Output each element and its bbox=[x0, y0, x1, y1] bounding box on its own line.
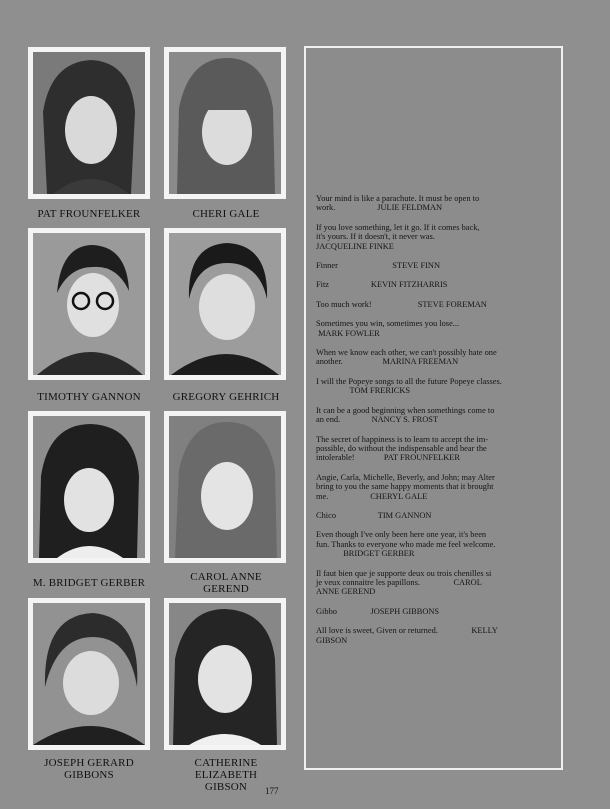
senior-quotes bbox=[316, 194, 550, 655]
quote: Il faut bien que je supporte deux ou trois chenilles si je veux connaitre les papillons. CAROL ANNE GEREND bbox=[316, 568, 492, 597]
portrait-frame bbox=[164, 411, 286, 563]
student-photo bbox=[33, 233, 145, 375]
student-photo bbox=[33, 603, 145, 745]
student-name: GREGORY GEHRICH bbox=[172, 391, 280, 403]
portrait-frame bbox=[28, 598, 150, 750]
quote: Your mind is like a parachute. It must be open to work. JULIE FELDMAN bbox=[316, 194, 480, 213]
student-name: M. BRIDGET GERBER bbox=[32, 577, 146, 589]
student-name: CHERI GALE bbox=[192, 208, 260, 220]
quote: When we know each other, we can't possibly hate one another. MARINA FREEMAN bbox=[316, 348, 497, 367]
portrait-frame bbox=[164, 47, 286, 199]
student-name: CAROL ANNE GEREND bbox=[190, 571, 262, 595]
quote: All love is sweet, Given or returned. KELLY GIBSON bbox=[316, 626, 498, 645]
portrait-frame bbox=[164, 598, 286, 750]
student-photo bbox=[169, 603, 281, 745]
quote: It can be a good beginning when somethings come to an end. NANCY S. FROST bbox=[316, 405, 495, 425]
quote: Too much work! STEVE FOREMAN bbox=[316, 299, 487, 309]
quote: Sometimes you win, sometimes you lose... MARK FOWLER bbox=[316, 319, 460, 338]
student-name: TIMOTHY GANNON bbox=[37, 391, 141, 403]
quote: Angie, Carla, Michelle, Beverly, and John; may Alter bring to you the same happy moments that it brought me. CHERYL GALE bbox=[316, 472, 495, 501]
portrait-frame bbox=[28, 47, 150, 199]
quote: I will the Popeye songs to all the future Popeye classes. TOM FRERICKS bbox=[316, 376, 502, 396]
student-name: PAT FROUNFELKER bbox=[37, 208, 141, 220]
student-photo bbox=[33, 416, 145, 558]
student-name: JOSEPH GERARD GIBBONS bbox=[44, 757, 134, 781]
portrait-frame bbox=[164, 228, 286, 380]
student-photo bbox=[33, 52, 145, 194]
student-photo bbox=[169, 416, 281, 558]
quote: Chico TIM GANNON bbox=[316, 510, 432, 520]
student-photo bbox=[169, 233, 281, 375]
quote: Even though I've only been here one year, it's been fun. Thanks to everyone who made me feel welcome. BRIDGET GERBER bbox=[316, 530, 496, 559]
page-number: 177 bbox=[265, 786, 279, 796]
student-name: CATHERINE ELIZABETH GIBSON bbox=[194, 757, 258, 793]
portrait-frame bbox=[28, 411, 150, 563]
quote: The secret of happiness is to learn to accept the im- possible, do without the indispensable and bear the intolerable! PAT FROUNFELKER bbox=[316, 434, 489, 463]
quote: If you love something, let it go. If it comes back, it's yours. If it doesn't, it never was. JACQUELINE FINKE bbox=[316, 222, 480, 251]
student-photo bbox=[169, 52, 281, 194]
quote: Finner STEVE FINN bbox=[316, 261, 440, 271]
quote: Fitz KEVIN FITZHARRIS bbox=[316, 280, 448, 290]
quote: Gibbo JOSEPH GIBBONS bbox=[316, 606, 440, 616]
portrait-frame bbox=[28, 228, 150, 380]
